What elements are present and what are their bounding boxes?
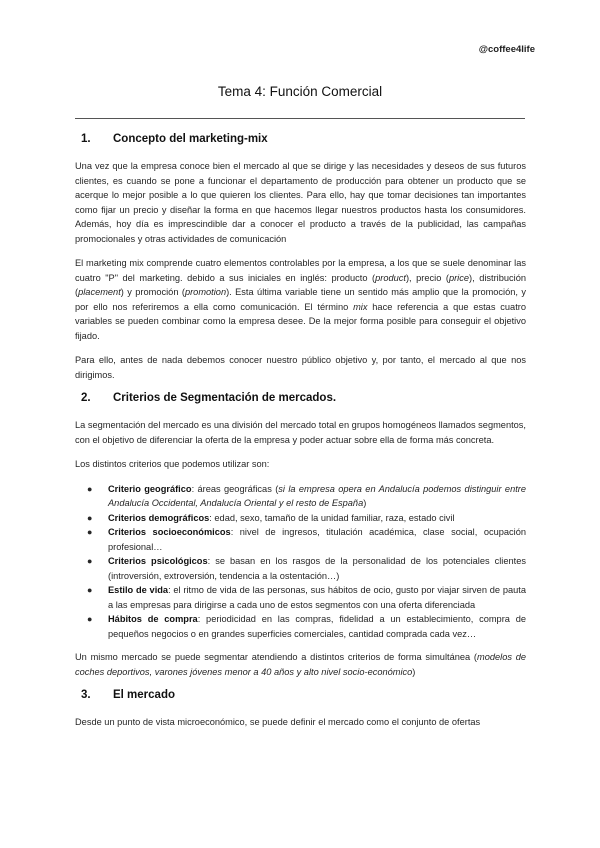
list-item: ● Criterios psicológicos: se basan en los rasgos de la personalidad de los potenciales clientes (introversión, extroversión, tendencia a la ostentación…) [87,556,526,581]
paragraph: Los distintos criterios que podemos utilizar son: [75,459,270,469]
section-title: El mercado [113,689,175,701]
list-item: ● Criterios socioeconómicos: nivel de ingresos, titulación académica, clase social, ocupación profesional… [87,527,526,552]
paragraph-four-p: El marketing mix comprende cuatro elementos controlables por la empresa, a los que se suele denominar las cuatro "P" del marketing. debido a sus iniciales en inglés: producto (product), precio (price), distribución (placement) y promoción (promotion). Esta última variable tiene un sentido más amplio que la promoción, y por ello nos referiremos a ella como comunicación. El término mix hace referencia a que estas cuatro variables se pueden combinar como la empresa desee. De la mejor forma posible para conseguir el objetivo fijado. [75,258,526,341]
document-title: Tema 4: Función Comercial [217,84,383,99]
list-item: ● Criterio geográfico: áreas geográficas (si la empresa opera en Andalucía podemos distinguir entre Andalucía Occidental, Andalucía Oriental y el resto de España) [87,483,527,508]
criteria-list [75,482,526,642]
paragraph: Para ello, antes de nada debemos conocer nuestro público objetivo y, por tanto, el mercado al que nos dirigimos. [75,355,526,380]
section-heading-2 [75,392,526,404]
bullet-icon: ● [87,483,93,494]
title-divider [75,118,525,119]
list-item: ● Hábitos de compra: periodicidad en las compras, fidelidad a un establecimiento, compra de pequeños negocios o en grandes superficies comerciales, cantidad comprada cada vez… [87,614,526,639]
section-title: Concepto del marketing-mix [113,133,268,145]
paragraph: Una vez que la empresa conoce bien el mercado al que se dirige y las necesidades y deseos de sus futuros clientes, es cuando se pone a funcionar el departamento de producción para obtener un producto que se acerque lo mejor posible a lo que quieren los clientes. Para ello, hay que tomar decisiones tan importantes como fijar un precio y diseñar la forma en que hacemos llegar nuestros productos hasta los consumidores. Además, hoy día es imprescindible dar a conocer el producto a través de la publicidad, las campañas promocionales y otras actividades de comunicación [75,161,526,244]
bullet-icon: ● [87,527,93,537]
paragraph: La segmentación del mercado es una división del mercado total en grupos homogéneos llamados segmentos, con el objetivo de diferenciar la oferta de la empresa y poder actuar sobre ella de forma más concreta. [75,420,526,445]
paragraph: Desde un punto de vista microeconómico, se puede definir el mercado como el conjunto de ofertas [75,717,481,727]
section-title: Criterios de Segmentación de mercados. [113,392,337,404]
bullet-icon: ● [87,585,93,595]
list-item: ● Estilo de vida: el ritmo de vida de las personas, sus hábitos de ocio, gusto por viajar sirven de pauta a las empresas para dirigirse a cada uno de estos segmentos con una oferta diferenciada [87,585,526,610]
section-heading-3 [75,689,526,701]
document-body [75,133,526,740]
bullet-icon: ● [87,556,93,566]
section-number: 3. [81,689,91,701]
author-handle: @coffee4life [478,44,535,55]
paragraph-simultaneous: Un mismo mercado se puede segmentar atendiendo a distintos criterios de forma simultánea (modelos de coches deportivos, varones jóvenes menor a 40 años y alto nivel socio-económico) [75,652,527,677]
section-number: 2. [81,392,91,404]
list-item: ● Criterios demográficos: edad, sexo, tamaño de la unidad familiar, raza, estado civil [75,511,526,526]
bullet-icon: ● [87,512,93,523]
section-number: 1. [81,133,91,145]
bullet-icon: ● [87,614,93,624]
section-heading-1 [75,133,526,145]
